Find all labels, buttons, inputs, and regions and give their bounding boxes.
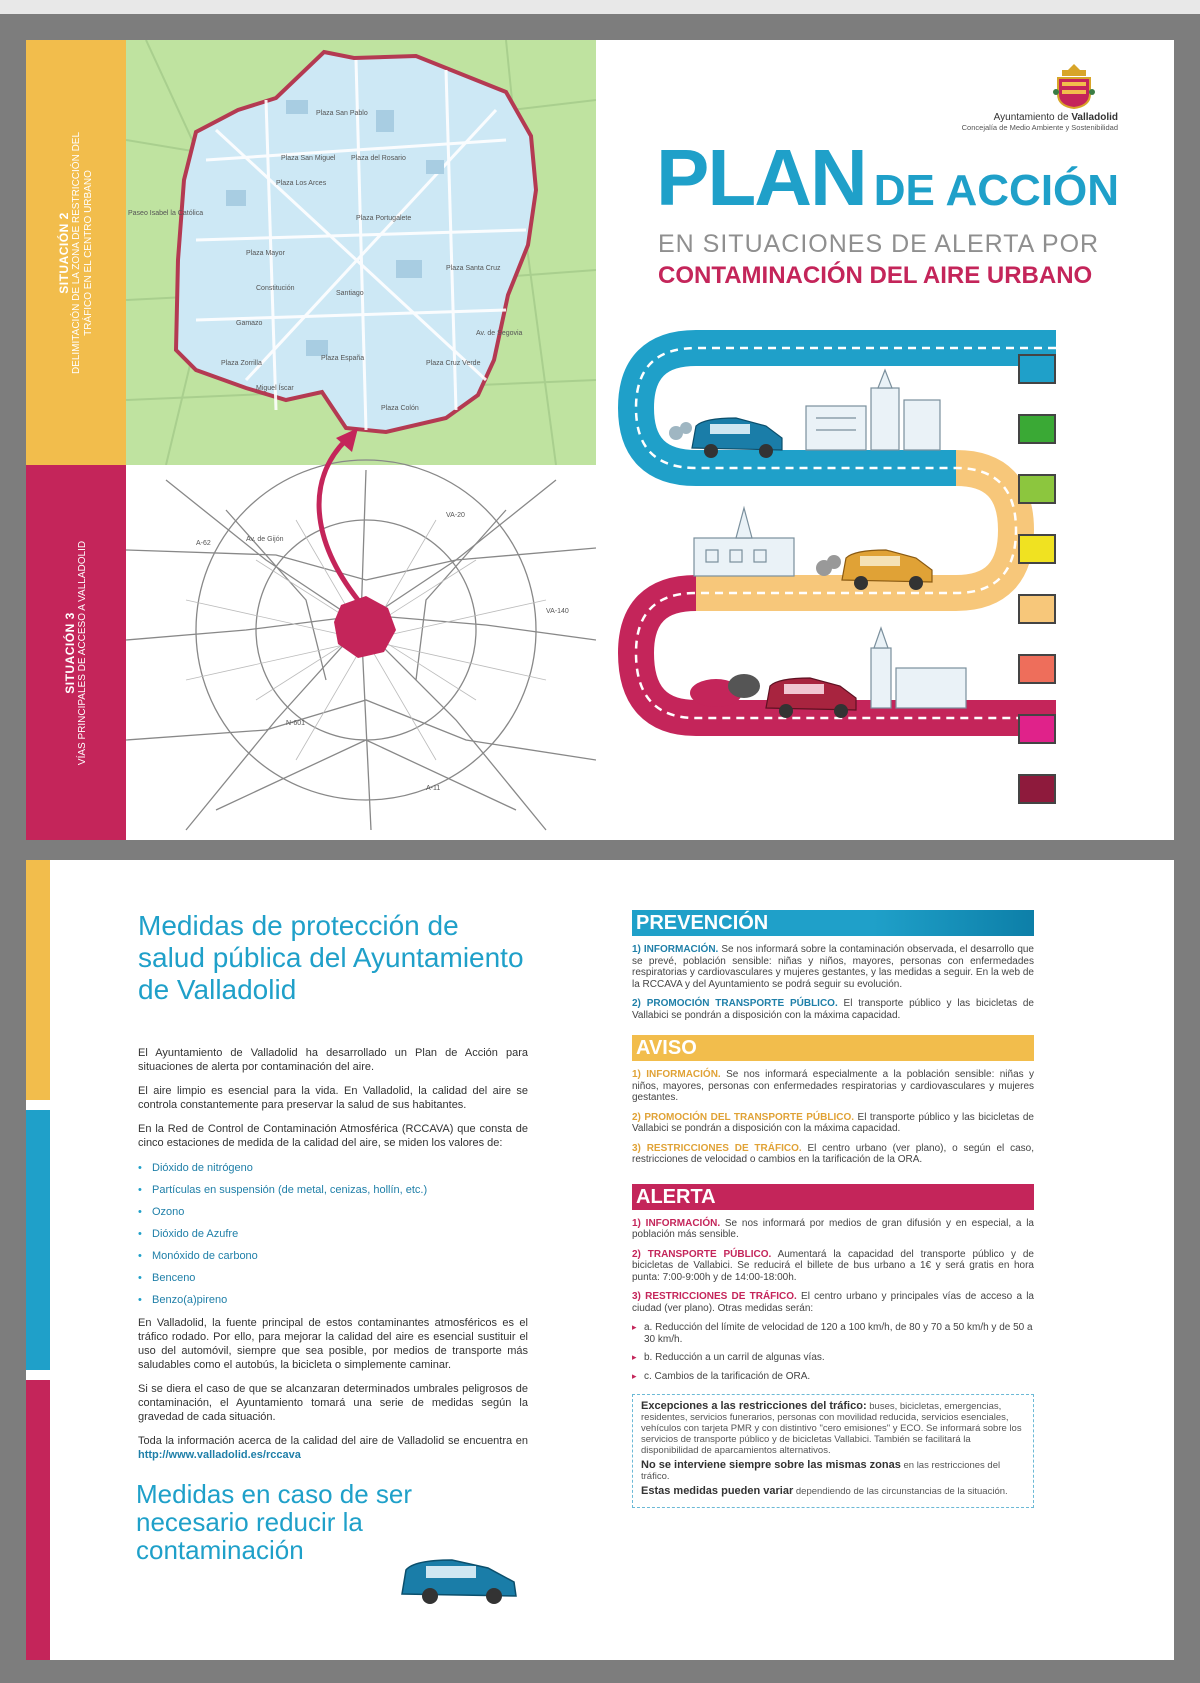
building-cluster-1 <box>806 370 940 450</box>
logo-department: Concejalía de Medio Ambiente y Sostenibilidad <box>961 123 1118 132</box>
intro-paragraph-2: El aire limpio es esencial para la vida. En Valladolid, la calidad del aire se controla constantemente para preservar la salud de sus habitantes. <box>138 1085 528 1111</box>
alerta-subitem: ▸ a. Reducción del límite de velocidad de 120 a 100 km/h, de 80 y 70 a 50 km/h y de 50 a 30 km/h. <box>632 1322 1034 1345</box>
exceptions-box <box>632 1394 1034 1508</box>
map-label: Plaza Santa Cruz <box>446 265 501 272</box>
map-label: Plaza del Rosario <box>351 155 406 162</box>
prevencion-item-2: 2) PROMOCIÓN TRANSPORTE PÚBLICO. El transporte público y las bicicletas de Vallabici se pondrán a disposición con la máxima capacidad. <box>632 998 1034 1021</box>
aviso-item-2: 2) PROMOCIÓN DEL TRANSPORTE PÚBLICO. El transporte público y las bicicletas de Vallabici se pondrán a disposición con la máxima capacidad. <box>632 1111 1034 1134</box>
side-bar-blue <box>26 1110 50 1370</box>
pollutant-item: • Benzo(a)pireno <box>138 1294 528 1306</box>
pollutant-item: • Dióxido de Azufre <box>138 1228 528 1240</box>
map-label: Gamazo <box>236 320 263 327</box>
map-label: Paseo Isabel la Católica <box>128 210 204 217</box>
intro-paragraph-6 <box>138 1434 528 1462</box>
map-label: Santiago <box>336 290 364 297</box>
map-label: VA-20 <box>446 512 465 519</box>
exceptions-paragraph-3: Estas medidas pueden variar dependiendo de las circunstancias de la situación. <box>641 1485 1008 1497</box>
map-label: Av. de Segovia <box>476 330 523 337</box>
coat-of-arms-icon <box>1052 62 1096 110</box>
plan-title-big: PLAN <box>656 133 866 222</box>
alerta-subitem: ▸ c. Cambios de la tarificación de ORA. <box>632 1371 1034 1383</box>
alerta-item-2: 2) TRANSPORTE PÚBLICO. Aumentará la capacidad del transporte público y de bicicletas de Vallabici. Se reducirá el billete de bus urbano a 1€ y será gratis en hora punta: 7:00-9:00h y de 14:00-18:00h. <box>632 1248 1034 1283</box>
side-bar-yellow <box>26 860 50 1100</box>
map-label: Plaza Colón <box>381 405 419 412</box>
brochure-inner-sheet <box>26 860 1174 1660</box>
pollutant-item: • Ozono <box>138 1206 528 1218</box>
alert-level-6-box <box>1018 654 1056 684</box>
maps-panel <box>126 40 596 840</box>
map-label: Av. de Gijón <box>246 536 284 543</box>
map-label: Plaza San Miguel <box>281 155 336 162</box>
aviso-header: AVISO <box>632 1035 1034 1061</box>
plan-title <box>656 132 1119 224</box>
map-label: Plaza Los Arces <box>276 180 327 187</box>
situacion-3-title: SITUACIÓN 3 <box>63 611 78 694</box>
prevencion-item-1: 1) INFORMACIÓN. Se nos informará sobre la contaminación observada, el desarrollo que se prevé, población sensible: niñas y niños, mayores, personas con enfermedades respiratorias y cardiovasculares y mujeres gestantes, y las medidas a seguir. En la web de la RCCAVA y del Ayuntamiento se podrá seguir su evolución. <box>632 944 1034 990</box>
map-label: Constitución <box>256 285 295 292</box>
plan-subtitle-2: CONTAMINACIÓN DEL AIRE URBANO <box>658 262 1093 289</box>
alert-level-5-box <box>1018 594 1056 624</box>
measures-column <box>632 910 1034 1508</box>
exceptions-paragraph-1: Excepciones a las restricciones del tráfico: buses, bicicletas, emergencias, residentes, servicios funerarios, personas con movilidad reducida, servicios esenciales, vehículos con tarjeta PMR y con distintivo "cero emisiones" y ECO. Se informará sobre los servicios de transporte público y de bicicletas Vallabici. También se facilitará la disponibilidad de aparcamientos alternativos. <box>641 1400 1022 1456</box>
situacion-2-band <box>26 40 126 465</box>
alerta-sublist <box>632 1322 1034 1382</box>
intro-paragraph-4: En Valladolid, la fuente principal de estos contaminantes atmosféricos es el tráfico rodado. Por ello, para mejorar la calidad del aire es esencial sustituir el uso del automóvil, siempre que sea posible, por medios de transporte más saludables como el autobús, la bicicleta o simplemente caminar. <box>138 1317 528 1371</box>
intro-paragraph-1: El Ayuntamiento de Valladolid ha desarrollado un Plan de Acción para situaciones de alerta por contaminación del aire. <box>138 1047 528 1073</box>
map-label: N-601 <box>286 720 306 727</box>
plan-title-small: DE ACCIÓN <box>873 166 1120 215</box>
map-label: Plaza España <box>321 355 365 362</box>
alert-level-1-box <box>1018 354 1056 384</box>
alert-level-3-box <box>1018 474 1056 504</box>
aviso-item-1: 1) INFORMACIÓN. Se nos informará especialmente a la población sensible: niñas y niños, mayores, personas con enfermedades respiratorias y cardiovasculares y mujeres gestantes. <box>632 1069 1034 1103</box>
alert-level-2-box <box>1018 414 1056 444</box>
alert-level-7-box <box>1018 714 1056 744</box>
pollutants-list <box>138 1162 528 1306</box>
alerta-subitem: ▸ b. Reducción a un carril de algunas vías. <box>632 1352 1034 1364</box>
map-label: Plaza Mayor <box>246 250 285 257</box>
alerta-header: ALERTA <box>632 1184 1034 1210</box>
rccava-link[interactable]: http://www.valladolid.es/rccava <box>138 1449 301 1461</box>
situacion-2-line1: DELIMITACIÓN DE LA ZONA DE RESTRICCIÓN DEL <box>71 131 82 374</box>
info-text: Toda la información acerca de la calidad del aire de Valladolid se encuentra en <box>138 1435 528 1447</box>
intro-title: Medidas de protección de salud pública del Ayuntamiento de Valladolid <box>138 910 524 1005</box>
side-bar-red <box>26 1380 50 1660</box>
map-label: VA-140 <box>546 608 569 615</box>
intro-paragraph-5: Si se diera el caso de que se alcanzaran determinados umbrales peligrosos de contaminación, el Ayuntamiento tomará una serie de medidas según la gravedad de cada situación. <box>138 1383 528 1423</box>
building-cluster-2 <box>694 508 794 576</box>
situacion-3-line1: VÍAS PRINCIPALES DE ACCESO A VALLADOLID <box>77 540 89 765</box>
exceptions-paragraph-2: No se interviene siempre sobre las mismas zonas en las restricciones del tráfico. <box>641 1459 1001 1482</box>
map-label: Plaza Portugalete <box>356 215 412 222</box>
car-icon <box>396 1550 524 1606</box>
intro-column <box>138 910 528 1462</box>
prevencion-header: PREVENCIÓN <box>632 910 1034 936</box>
plan-subtitle-1: EN SITUACIONES DE ALERTA POR <box>658 230 1100 258</box>
map-label: Plaza Cruz Verde <box>426 360 481 367</box>
alert-level-8-box <box>1018 774 1056 804</box>
intro-paragraph-3: En la Red de Control de Contaminación Atmosférica (RCCAVA) que consta de cinco estaciones de medida de la calidad del aire, se miden los valores de: <box>138 1123 528 1149</box>
situacion-2-title: SITUACIÓN 2 <box>57 211 71 294</box>
pollutant-item: • Monóxido de carbono <box>138 1250 528 1262</box>
situacion-2-line2: TRÁFICO EN EL CENTRO URBANO <box>83 169 94 336</box>
map-label: Plaza Zorrilla <box>221 360 262 367</box>
alert-level-4-box <box>1018 534 1056 564</box>
alerta-item-1: 1) INFORMACIÓN. Se nos informará por medios de gran difusión y en especial, a la población más sensible. <box>632 1217 1034 1240</box>
pollutant-item: • Partículas en suspensión (de metal, cenizas, hollín, etc.) <box>138 1184 528 1196</box>
logo-org-prefix: Ayuntamiento de <box>993 112 1072 123</box>
top-strip <box>0 0 1200 14</box>
alerta-item-3: 3) RESTRICCIONES DE TRÁFICO. El centro urbano y principales vías de acceso a la ciudad (ver plano). Otras medidas serán: <box>632 1291 1034 1314</box>
map-label: A-11 <box>426 785 441 792</box>
map-label: Plaza San Pablo <box>316 110 368 117</box>
building-cluster-3 <box>871 628 966 708</box>
brochure-cover-sheet <box>26 40 1174 840</box>
logo-org-name: Valladolid <box>1071 112 1118 123</box>
city-logo-block <box>898 62 1118 132</box>
aviso-item-3: 3) RESTRICCIONES DE TRÁFICO. El centro urbano (ver plano), o según el caso, restricciones de velocidad o cambios en la tarificación de la ORA. <box>632 1142 1034 1165</box>
situacion-3-band <box>26 465 126 840</box>
road-illustration <box>616 318 1116 818</box>
map-label: A-62 <box>196 540 211 547</box>
pollutant-item: • Benceno <box>138 1272 528 1284</box>
measures-title: Medidas en caso de ser necesario reducir la contaminación <box>136 1479 413 1565</box>
map-label: Miguel Íscar <box>256 385 294 392</box>
pollutant-item: • Dióxido de nitrógeno <box>138 1162 528 1174</box>
